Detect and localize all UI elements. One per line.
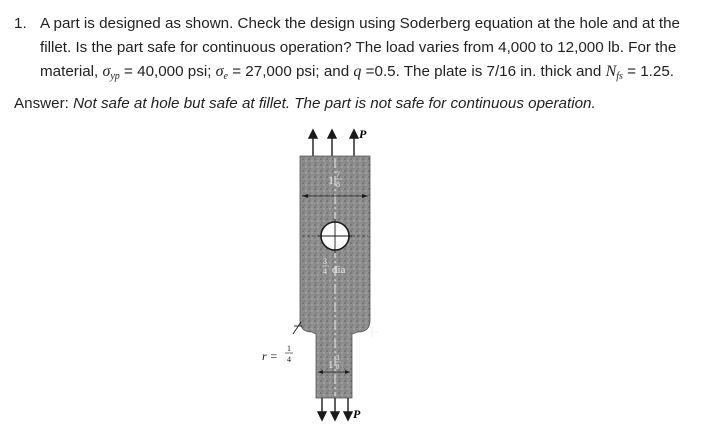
problem-statement (14, 12, 714, 84)
sigma-e-symbol (216, 63, 228, 80)
bottom-width-denominator: 8 (336, 363, 340, 371)
plate-figure (248, 122, 438, 422)
subscript: fs (616, 71, 623, 82)
symbol: σ (215, 63, 224, 80)
n-fs-symbol (606, 63, 623, 80)
problem-line-3 (40, 63, 674, 80)
top-width-numerator: 7 (336, 170, 340, 179)
bottom-load-arrows (318, 398, 352, 420)
fillet-r-text: r = (262, 349, 278, 363)
hole-dia-numerator: 3 (323, 257, 327, 266)
fillet-r-numerator: 1 (287, 344, 291, 353)
text-segment: =0.5. The plate is 7/16 in. thick and (361, 63, 606, 80)
bottom-width-whole: 1 (328, 359, 334, 371)
answer-text: Not safe at hole but safe at fillet. The part is not safe for continuous operation. (73, 95, 596, 112)
top-width-denominator: 8 (336, 180, 340, 189)
text-segment: = 40,000 psi; (119, 63, 216, 80)
problem-text (40, 12, 714, 84)
top-load-label: P (359, 127, 367, 141)
problem-line-2: fillet. Is the part safe for continuous operation? The load varies from 4,000 to 12,000 lb. For the (40, 39, 677, 56)
text-segment: = 1.25. (622, 63, 674, 80)
top-width-whole: 1 (328, 173, 334, 187)
fillet-radius-label (262, 344, 293, 364)
symbol: N (605, 63, 617, 80)
text-segment: = 27,000 psi; and (228, 63, 354, 80)
answer-label: Answer: (14, 95, 74, 112)
hole-dia-text: dia (332, 264, 346, 276)
fillet-r-denominator: 4 (287, 355, 291, 364)
problem-line-1: A part is designed as shown. Check the design using Soderberg equation at the hole and at the (40, 15, 681, 32)
answer (14, 94, 714, 114)
bottom-width-numerator: 3 (336, 354, 340, 362)
subscript: yp (110, 71, 120, 82)
plate-drawing (248, 122, 438, 422)
bottom-load-label: P (353, 407, 361, 421)
problem-number: 1. (14, 15, 27, 32)
q-symbol: q (353, 63, 362, 80)
subscript: e (223, 71, 228, 82)
hole-dia-denominator: 4 (323, 267, 327, 276)
text-segment: material, (40, 63, 103, 80)
symbol: σ (102, 63, 111, 80)
top-load-arrows (309, 130, 358, 156)
sigma-yp-symbol (102, 63, 119, 80)
